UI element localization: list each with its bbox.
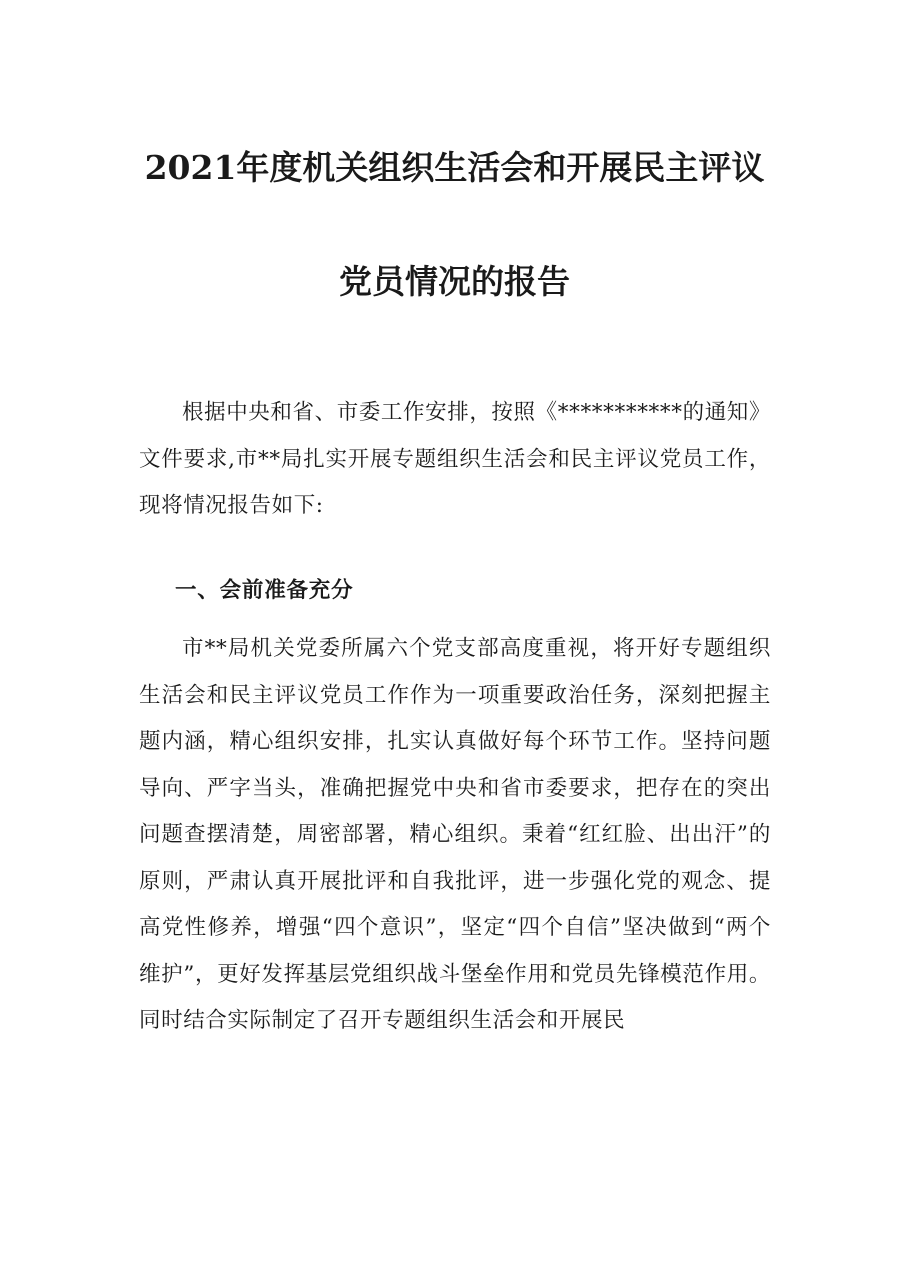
document-title-line-1: 2021年度机关组织生活会和开展民主评议 [144,148,765,187]
section-1-paragraph: 市**局机关党委所属六个党支部高度重视，将开好专题组织生活会和民主评议党员工作作为一项重要政治任务，深刻把握主题内涵，精心组织安排，扎实认真做好每个环节工作。坚持问题导向、严字当头，准确把握党中央和省市委要求，把存在的突出问题查摆清楚，周密部署，精心组织。秉着“红红脸、出出汗”的原则，严肃认真开展批评和自我批评，进一步强化党的观念、提高党性修养，增强“四个意识”，坚定“四个自信”坚决做到“两个维护”，更好发挥基层党组织战斗堡垒作用和党员先锋模范作用。同时结合实际制定了召开专题组织生活会和开展民 [139,636,771,1033]
intro-paragraph: 根据中央和省、市委工作安排，按照《***********的通知》文件要求,市**局扎实开展专题组织生活会和民主评议党员工作，现将情况报告如下: [139,400,771,518]
section-heading-1: 一、会前准备充分 [175,578,354,603]
document-title-line-2: 党员情况的报告 [339,262,570,301]
